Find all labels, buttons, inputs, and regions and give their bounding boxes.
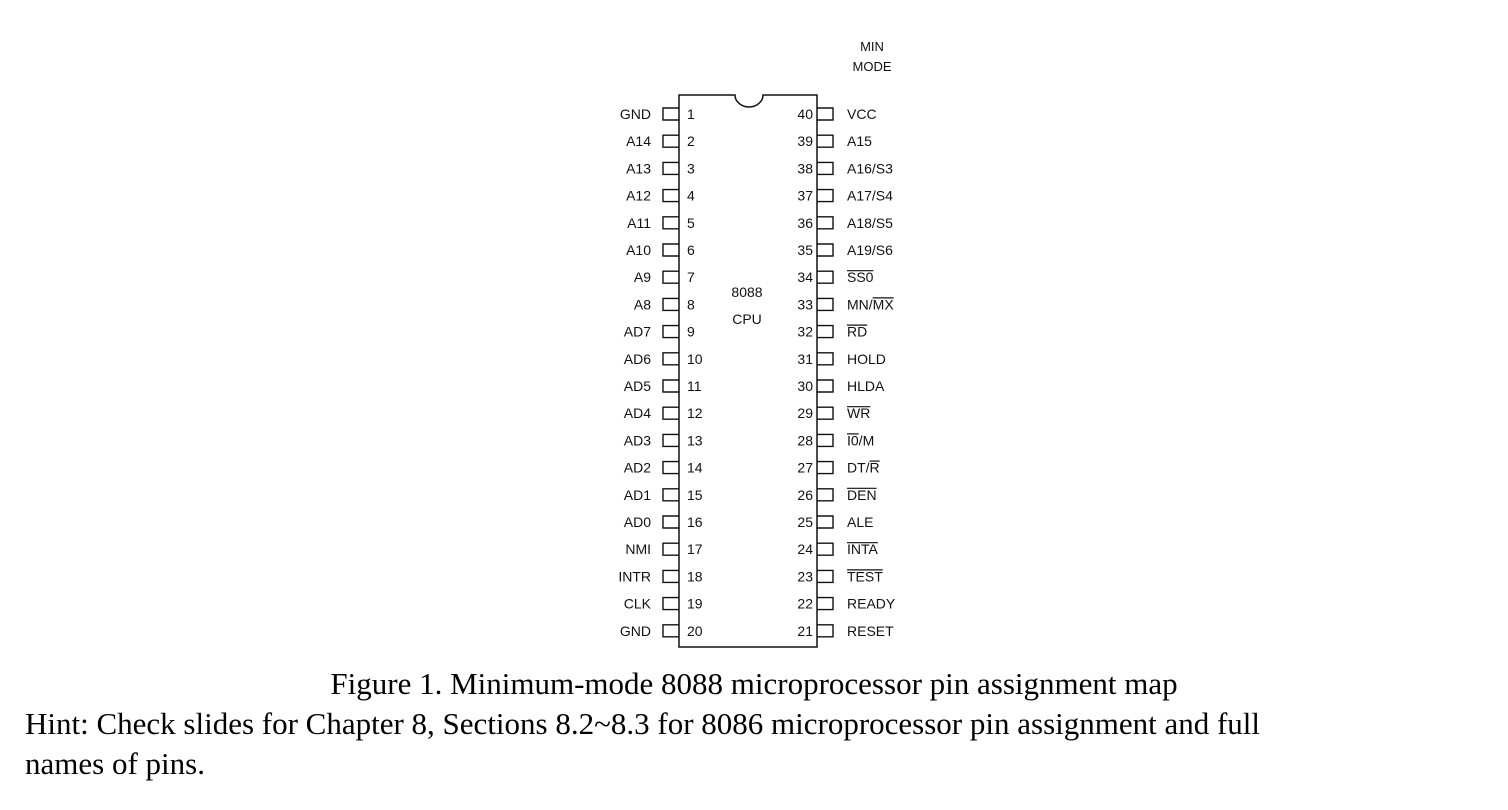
pin-number-right: 40 <box>797 106 813 122</box>
pin-lead-right <box>817 516 833 528</box>
pin-number-left: 11 <box>687 378 702 394</box>
pin-lead-right <box>817 380 833 392</box>
pin-label-left: GND <box>619 622 651 639</box>
chip-name: 8088 <box>731 284 763 300</box>
pin-label-right: RD <box>847 323 868 340</box>
pin-number-right: 37 <box>797 187 813 204</box>
pin-number-right: 25 <box>797 514 813 530</box>
pin-label-right: A15 <box>847 133 872 150</box>
pin-label-right: A19/S6 <box>847 242 893 258</box>
pin-number-left: 13 <box>687 432 703 449</box>
pin-lead-right <box>817 462 833 474</box>
figure-caption: Figure 1. Minimum-mode 8088 microprocessor pin assignment map <box>330 666 1178 701</box>
pin-number-left: 2 <box>687 133 695 150</box>
pin-label-left: A13 <box>626 160 651 177</box>
pin-label-left: AD0 <box>623 514 651 530</box>
pin-label-left: AD1 <box>623 486 651 503</box>
pin-lead-left <box>663 217 679 229</box>
pin-lead-left <box>663 625 679 637</box>
pin-number-right: 22 <box>797 595 813 612</box>
pin-label-right: HLDA <box>847 378 885 394</box>
pin-lead-right <box>817 190 833 202</box>
pin-lead-left <box>663 570 679 582</box>
pin-label-left: AD4 <box>623 405 651 422</box>
pin-label-left: A9 <box>633 269 651 286</box>
pin-lead-right <box>817 353 833 365</box>
pin-label-right: HOLD <box>847 350 886 367</box>
pin-label-left: CLK <box>623 595 651 612</box>
pin-lead-left <box>663 516 679 528</box>
pin-number-right: 26 <box>797 486 813 503</box>
pin-label-right: I0/M <box>847 432 875 449</box>
pin-label-left: A12 <box>626 187 651 204</box>
pin-lead-left <box>663 489 679 501</box>
pin-number-right: 31 <box>797 350 813 367</box>
pin-number-left: 9 <box>687 323 695 340</box>
pin-label-right: DEN <box>847 486 877 503</box>
pin-number-left: 18 <box>687 568 703 585</box>
pin-lead-right <box>817 625 833 637</box>
pin-number-left: 3 <box>687 160 695 177</box>
pin-label-right: A16/S3 <box>847 160 893 177</box>
pin-lead-left <box>663 162 679 174</box>
pin-number-right: 29 <box>797 405 813 422</box>
pin-lead-left <box>663 135 679 147</box>
pin-number-left: 12 <box>687 405 703 422</box>
mode-label-min: MIN <box>860 39 884 54</box>
pin-lead-left <box>663 298 679 310</box>
pin-lead-right <box>817 108 833 120</box>
pin-number-right: 28 <box>797 432 813 449</box>
pin-number-right: 30 <box>797 378 813 394</box>
pin-lead-right <box>817 135 833 147</box>
pin-label-left: GND <box>619 106 651 122</box>
pin-label-right: DT/R <box>847 459 880 476</box>
pin-lead-right <box>817 298 833 310</box>
pin-lead-right <box>817 570 833 582</box>
hint-text-line1: Hint: Check slides for Chapter 8, Sections 8.2~8.3 for 8086 microprocessor pin assignment and full <box>25 706 1261 741</box>
mode-label-mode: MODE <box>852 59 892 74</box>
pin-label-left: A10 <box>626 242 651 258</box>
pin-number-right: 38 <box>797 160 813 177</box>
pin-number-left: 17 <box>687 541 703 558</box>
pin-number-left: 19 <box>687 595 703 612</box>
hint-text-line2: names of pins. <box>25 746 205 781</box>
pin-label-right: READY <box>847 595 896 612</box>
pin-label-right: ALE <box>847 514 874 530</box>
pin-number-left: 4 <box>687 187 695 204</box>
pin-number-right: 36 <box>797 214 813 231</box>
pin-lead-right <box>817 326 833 338</box>
pin-lead-right <box>817 407 833 419</box>
pin-number-right: 24 <box>797 541 813 558</box>
pin-label-left: AD5 <box>623 378 651 394</box>
pin-number-right: 32 <box>797 323 813 340</box>
pin-lead-left <box>663 108 679 120</box>
pin-number-right: 23 <box>797 568 813 585</box>
pin-label-left: A11 <box>627 214 651 231</box>
pin-label-left: INTR <box>618 568 651 585</box>
pin-label-right: TEST <box>847 568 883 585</box>
pin-number-right: 27 <box>797 459 813 476</box>
pin-number-left: 10 <box>687 350 703 367</box>
pin-number-right: 39 <box>797 133 813 150</box>
pin-lead-left <box>663 353 679 365</box>
pin-number-right: 35 <box>797 242 813 258</box>
pin-number-right: 33 <box>797 296 813 313</box>
pin-lead-right <box>817 244 833 256</box>
pin-lead-right <box>817 217 833 229</box>
pin-lead-right <box>817 271 833 283</box>
pin-label-right: A18/S5 <box>847 214 893 231</box>
pin-label-left: AD6 <box>623 350 651 367</box>
pin-lead-right <box>817 543 833 555</box>
pin-label-right: SS0 <box>847 269 874 286</box>
pin-label-left: A14 <box>626 133 651 150</box>
pin-lead-right <box>817 489 833 501</box>
pin-number-left: 6 <box>687 242 695 258</box>
pin-lead-left <box>663 326 679 338</box>
pin-label-right: VCC <box>847 106 877 122</box>
pin-label-left: NMI <box>625 541 651 558</box>
pin-label-right: MN/MX <box>847 296 894 313</box>
pin-lead-left <box>663 190 679 202</box>
pin-label-left: AD3 <box>623 432 651 449</box>
pin-number-left: 14 <box>687 459 703 476</box>
pin-lead-left <box>663 543 679 555</box>
pin-label-left: AD2 <box>623 459 651 476</box>
pin-label-left: A8 <box>633 296 651 313</box>
pin-label-left: AD7 <box>623 323 651 340</box>
pin-lead-left <box>663 244 679 256</box>
pin-number-right: 34 <box>797 269 813 286</box>
pin-label-right: WR <box>847 405 871 422</box>
pin-number-left: 1 <box>687 106 695 122</box>
pin-label-right: A17/S4 <box>847 187 893 204</box>
pin-lead-left <box>663 380 679 392</box>
pin-lead-right <box>817 598 833 610</box>
pin-lead-right <box>817 434 833 446</box>
pin-lead-left <box>663 598 679 610</box>
pin-lead-left <box>663 434 679 446</box>
pin-lead-left <box>663 271 679 283</box>
pin-number-left: 8 <box>687 296 695 313</box>
pin-number-left: 7 <box>687 269 695 286</box>
pin-number-left: 5 <box>687 214 695 231</box>
pin-lead-left <box>663 407 679 419</box>
pin-lead-left <box>663 462 679 474</box>
pin-number-left: 15 <box>687 486 703 503</box>
pin-lead-right <box>817 162 833 174</box>
pin-number-left: 20 <box>687 622 703 639</box>
pin-label-right: INTA <box>847 541 878 558</box>
chip-type: CPU <box>732 311 762 327</box>
pin-number-left: 16 <box>687 514 703 530</box>
pin-label-right: RESET <box>847 622 894 639</box>
chip-body <box>679 95 817 647</box>
pin-number-right: 21 <box>797 622 813 639</box>
